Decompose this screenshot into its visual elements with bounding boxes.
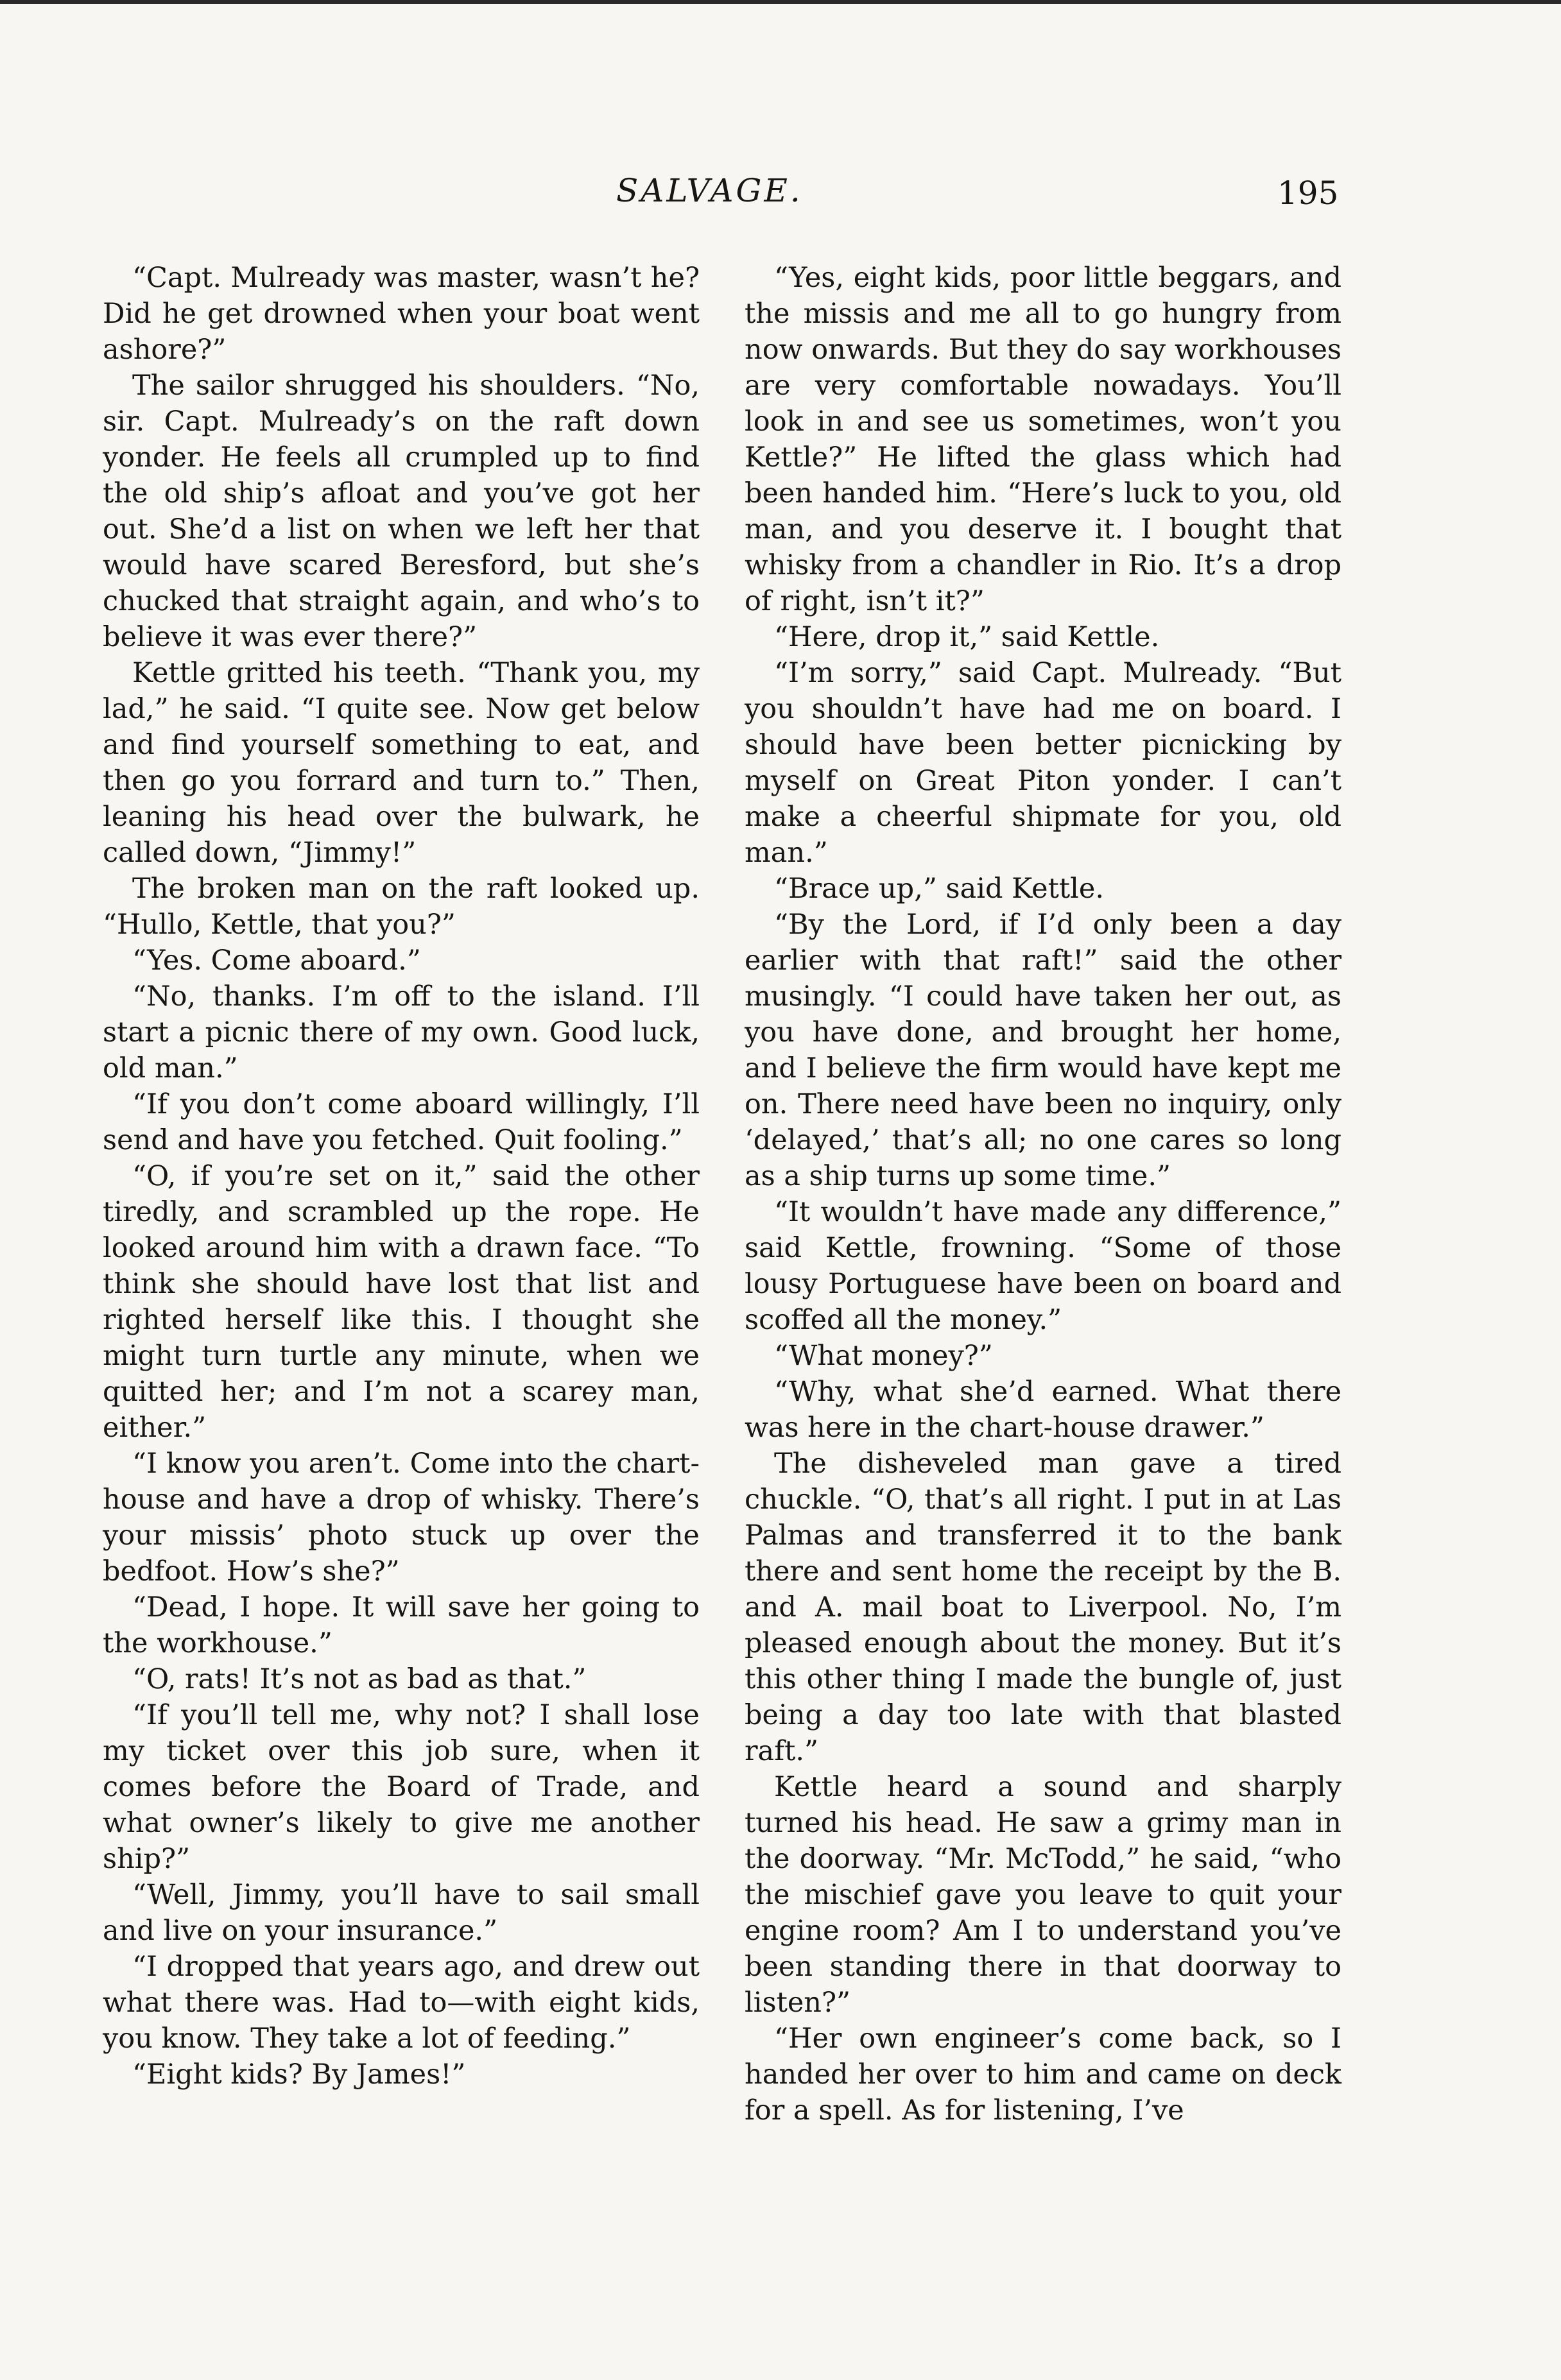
paragraph: “It wouldn’t have made any difference,” said Kettle, frowning. “Some of those lousy Portuguese have been on board and scoffed all the money.” [745, 1196, 1341, 1336]
paragraph: “I dropped that years ago, and drew out what there was. Had to—with eight kids, you know. They take a lot of feeding.” [103, 1951, 700, 2055]
paragraph: “I know you aren’t. Come into the chart-house and have a drop of whisky. There’s your missis’ photo stuck up over the bedfoot. How’s she?” [103, 1448, 700, 1588]
paragraph: “No, thanks. I’m off to the island. I’ll start a picnic there of my own. Good luck, old man.” [103, 980, 700, 1084]
paragraph: Kettle heard a sound and sharply turned his head. He saw a grimy man in the doorway. “Mr. McTodd,” he said, “who the mischief gave you leave to quit your engine room? Am I to understand you’ve been standing there in that doorway to listen?” [745, 1771, 1341, 2019]
paragraph: “If you don’t come aboard willingly, I’ll send and have you fetched. Quit fooling.” [103, 1088, 700, 1156]
paragraph: “Yes, eight kids, poor little beggars, and the missis and me all to go hungry from now onwards. But they do say workhouses are very comfortable nowadays. You’ll look in and see us sometimes, won’t you Kettle?” He lifted the glass which had been handed him. “Here’s luck to you, old man, and you deserve it. I bought that whisky from a chandler in Rio. It’s a drop of right, isn’t it?” [745, 262, 1341, 617]
top-rule [0, 0, 1561, 4]
left-column [103, 260, 700, 2093]
paragraph: “Here, drop it,” said Kettle. [774, 621, 1160, 653]
paragraph: “I’m sorry,” said Capt. Mulready. “But you shouldn’t have had me on board. I should have been better picnicking by myself on Great Piton yonder. I can’t make a cheerful shipmate for you, old man.” [745, 657, 1341, 869]
paragraph: Kettle gritted his teeth. “Thank you, my lad,” he said. “I quite see. Now get below and find yourself something to eat, and then go you forrard and turn to.” Then, leaning his head over the bulwark, he called down, “Jimmy!” [103, 657, 700, 869]
paragraph: “Dead, I hope. It will save her going to the workhouse.” [103, 1591, 700, 1659]
paragraph: “Yes. Come aboard.” [132, 945, 421, 977]
paragraph: The broken man on the raft looked up. “Hullo, Kettle, that you?” [103, 873, 700, 941]
paragraph: “Her own engineer’s come back, so I handed her over to him and came on deck for a spell. As for listening, I’ve [745, 2023, 1341, 2127]
running-head [0, 172, 1561, 223]
paragraph: “Why, what she’d earned. What there was here in the chart-house drawer.” [745, 1376, 1341, 1444]
paragraph: “If you’ll tell me, why not? I shall lose my ticket over this job sure, when it comes before the Board of Trade, and what owner’s likely to give me another ship?” [103, 1699, 700, 1875]
paragraph: “What money?” [774, 1340, 993, 1372]
paragraph: “Eight kids? By James!” [132, 2059, 466, 2091]
page-title: SALVAGE. [616, 172, 803, 209]
paragraph: “By the Lord, if I’d only been a day earlier with that raft!” said the other musingly. “I could have taken her out, as you have done, and brought her home, and I believe the firm would have kept me on. There need have been no inquiry, only ‘delayed,’ that’s all; no one cares so long as a ship turns up some time.” [745, 909, 1341, 1192]
paragraph: “Brace up,” said Kettle. [774, 873, 1105, 905]
right-column [745, 260, 1341, 2128]
paragraph: “Well, Jimmy, you’ll have to sail small and live on your insurance.” [103, 1879, 700, 1947]
paragraph: The disheveled man gave a tired chuckle. “O, that’s all right. I put in at Las Palmas and transferred it to the bank there and sent home the receipt by the B. and A. mail boat to Liverpool. No, I’m pleased enough about the money. But it’s this other thing I made the bungle of, just being a day too late with that blasted raft.” [745, 1448, 1341, 1767]
paragraph: “O, if you’re set on it,” said the other tiredly, and scrambled up the rope. He looked around him with a drawn face. “To think she should have lost that list and righted herself like this. I thought she might turn turtle any minute, when we quitted her; and I’m not a scarey man, either.” [103, 1160, 700, 1444]
paragraph: “O, rats! It’s not as bad as that.” [132, 1663, 587, 1695]
paragraph: The sailor shrugged his shoulders. “No, sir. Capt. Mulready’s on the raft down yonder. He feels all crumpled up to find the old ship’s afloat and you’ve got her out. She’d a list on when we left her that would have scared Beresford, but she’s chucked that straight again, and who’s to believe it was ever there?” [103, 370, 700, 653]
page-number: 195 [1277, 175, 1339, 212]
paragraph: “Capt. Mulready was master, wasn’t he? Did he get drowned when your boat went ashore?” [103, 262, 700, 366]
